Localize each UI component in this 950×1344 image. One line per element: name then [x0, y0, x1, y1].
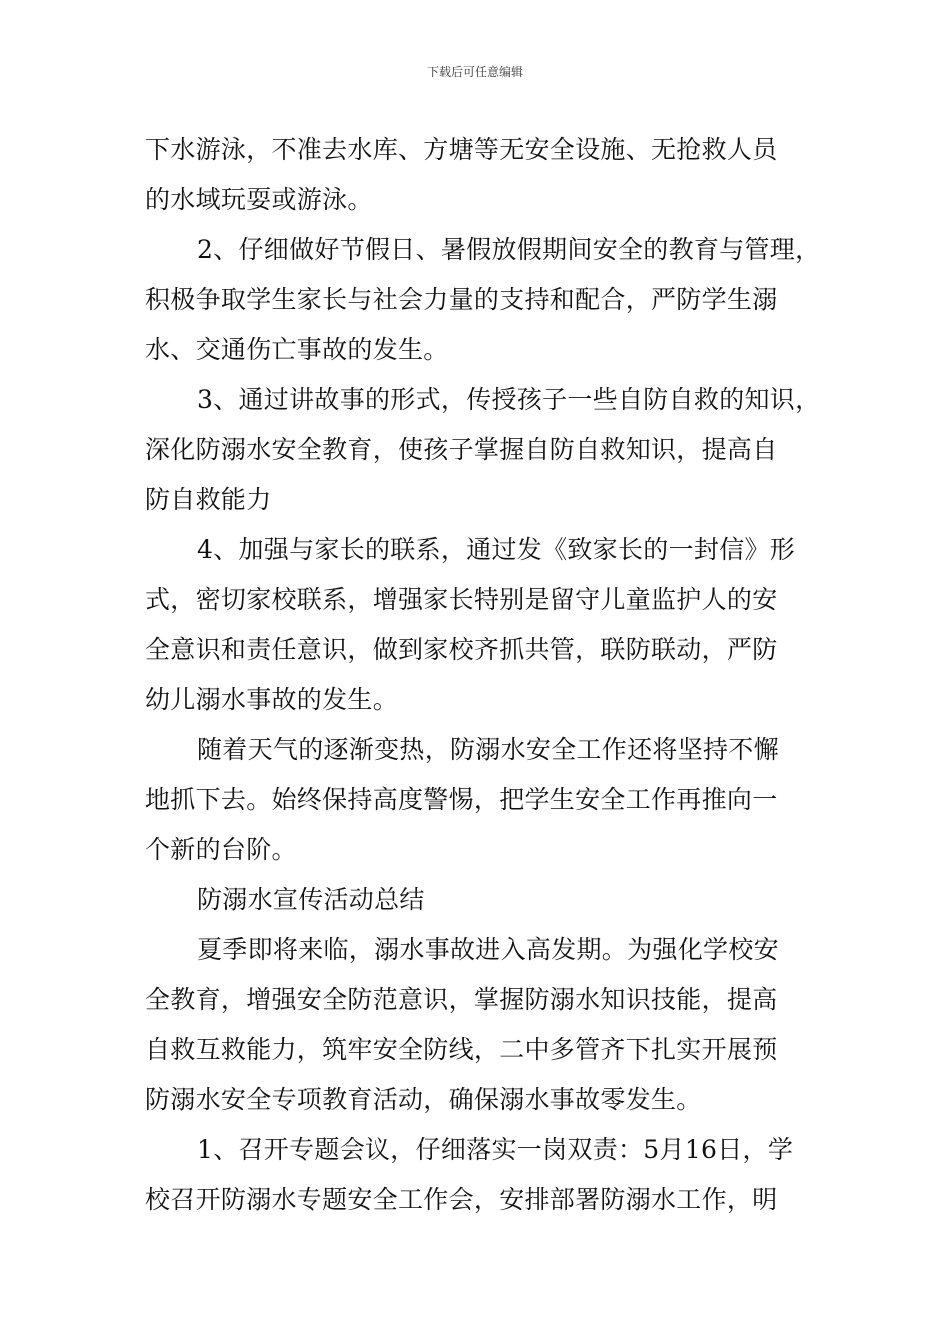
text-line: 夏季即将来临，溺水事故进入高发期。为强化学校安 [197, 935, 779, 964]
text-line: 幼儿溺水事故的发生。 [145, 685, 399, 714]
text-line: 下水游泳，不准去水库、方塘等无安全设施、无抢救人员 [145, 135, 778, 164]
text-line: 防溺水安全专项教育活动，确保溺水事故零发生。 [145, 1085, 702, 1114]
page-header-note: 下载后可任意编辑 [426, 65, 523, 79]
section-heading: 防溺水宣传活动总结 [197, 885, 425, 914]
text-line: 防自救能力 [145, 485, 272, 514]
text-line: 1、召开专题会议，仔细落实一岗双责：5月16日，学 [197, 1135, 794, 1164]
text-line: 个新的台阶。 [145, 835, 297, 864]
text-line: 的水域玩耍或游泳。 [145, 185, 373, 214]
text-line: 校召开防溺水专题安全工作会，安排部署防溺水工作，明 [145, 1185, 778, 1214]
text-line: 自救互救能力，筑牢安全防线，二中多管齐下扎实开展预 [145, 1035, 778, 1064]
text-line: 深化防溺水安全教育，使孩子掌握自防自救知识，提高自 [145, 435, 778, 464]
text-line: 地抓下去。始终保持高度警惕，把学生安全工作再推向一 [145, 785, 778, 814]
text-line: 3、通过讲故事的形式，传授孩子一些自防自救的知识， [197, 385, 821, 414]
document-body [145, 125, 821, 1225]
text-line: 式，密切家校联系，增强家长特别是留守儿童监护人的安 [145, 585, 778, 614]
text-line: 2、仔细做好节假日、暑假放假期间安全的教育与管理， [197, 235, 821, 264]
text-line: 积极争取学生家长与社会力量的支持和配合，严防学生溺 [145, 285, 778, 314]
text-line: 全意识和责任意识，做到家校齐抓共管，联防联动，严防 [145, 635, 778, 664]
text-line: 4、加强与家长的联系，通过发《致家长的一封信》形 [197, 535, 796, 564]
text-line: 随着天气的逐渐变热，防溺水安全工作还将坚持不懈 [197, 735, 779, 764]
text-line: 全教育，增强安全防范意识，掌握防溺水知识技能，提高 [145, 985, 778, 1014]
text-line: 水、交通伤亡事故的发生。 [145, 335, 449, 364]
